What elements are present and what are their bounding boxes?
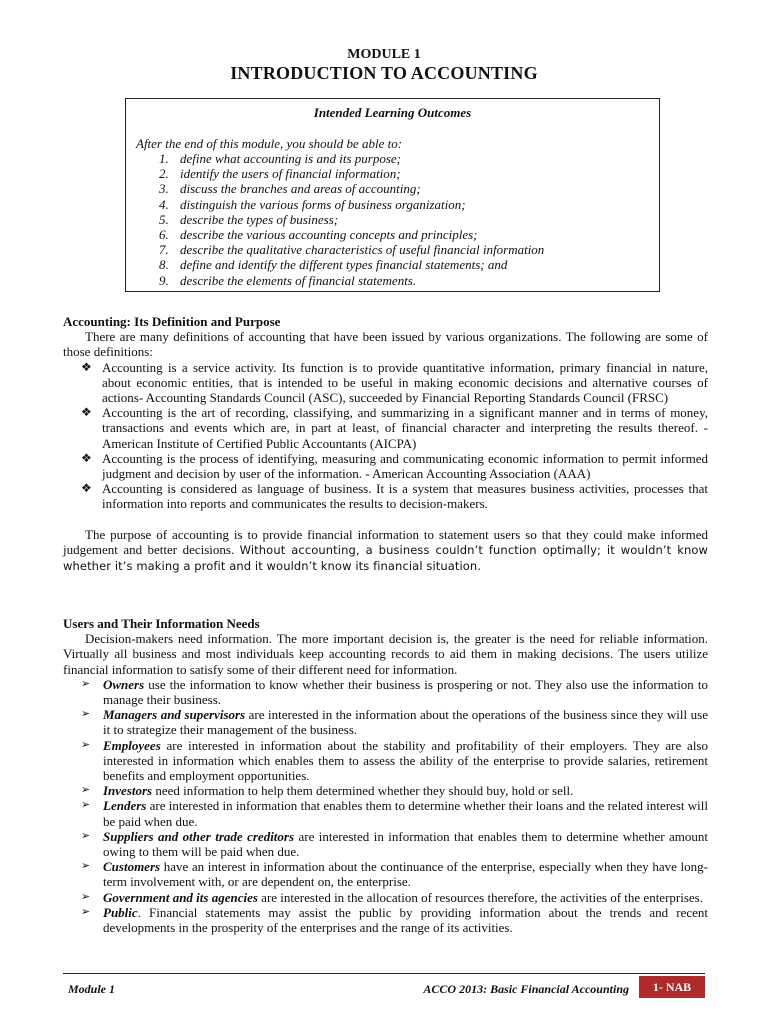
user-description: are interested in the information about the operations of the business since they will use it to strategize their management of the business. <box>103 707 708 738</box>
users-heading: Users and Their Information Needs <box>63 616 260 631</box>
user-term: Owners <box>103 676 145 692</box>
definition-bullet <box>81 360 708 406</box>
user-term: Managers and supervisors <box>103 707 246 723</box>
outcome-number: 6. <box>159 227 169 243</box>
diamond-bullet-icon: ❖ <box>81 450 92 465</box>
user-item <box>81 829 708 859</box>
user-description: are interested in information that enables them to determine whether amount owing to them will be paid when due. <box>103 828 708 860</box>
user-item <box>81 890 708 905</box>
arrow-bullet-icon: ➢ <box>81 905 91 918</box>
outcome-item <box>126 181 544 196</box>
arrow-bullet-icon: ➢ <box>81 860 91 873</box>
user-term: Customers <box>103 859 161 875</box>
definition-section <box>63 314 708 574</box>
outcome-text: distinguish the various forms of business organization; <box>180 196 466 212</box>
user-item <box>81 798 708 828</box>
outcome-item <box>126 257 544 272</box>
user-item <box>81 783 708 798</box>
user-term: Government and its agencies <box>103 889 258 905</box>
arrow-bullet-icon: ➢ <box>81 784 91 797</box>
outcome-number: 8. <box>159 257 169 273</box>
users-list <box>63 677 708 935</box>
user-description: are interested in information that enables them to determine whether their loans and the related interest will be paid when due. <box>103 798 708 829</box>
user-description: . Financial statements may assist the public by providing information about the trends and recent developments in the prosperity of the enterprises and the range of its activities. <box>103 904 708 936</box>
user-term: Public <box>103 904 138 920</box>
arrow-bullet-icon: ➢ <box>81 799 91 812</box>
diamond-bullet-icon: ❖ <box>81 481 92 496</box>
users-intro: Decision-makers need information. The more important decision is, the greater is the need for reliable information. Virtually all business and most individuals keep accounting records to aid them in making decisions. The users utilize financial information to satisfy some of their different need for information. <box>63 631 708 677</box>
arrow-bullet-icon: ➢ <box>81 708 91 721</box>
definition-bullet <box>81 451 708 481</box>
definition-bullet-text: Accounting is considered as language of business. It is a system that measures business activities, processes that information into reports and communicates the results to decision-makers. <box>102 481 708 512</box>
definition-bullet-text: Accounting is the process of identifying, measuring and communicating economic information to permit informed judgment and decision by user of the information. - American Accounting Association (AAA) <box>102 450 708 482</box>
outcomes-list <box>126 151 544 288</box>
footer-module: Module 1 <box>68 982 116 996</box>
outcome-number: 4. <box>159 196 169 212</box>
diamond-bullet-icon: ❖ <box>81 359 92 374</box>
user-item <box>81 859 708 889</box>
user-description: are interested in the allocation of resources therefore, the activities of the enterprises. <box>257 889 703 905</box>
outcomes-intro: After the end of this module, you should be able to: <box>136 136 403 151</box>
page-footer <box>63 973 705 1000</box>
user-term: Suppliers and other trade creditors <box>103 828 295 844</box>
outcome-number: 2. <box>159 166 169 182</box>
definition-bullet-text: Accounting is a service activity. Its function is to provide quantitative information, primary financial in nature, about economic entities, that is intended to be useful in making economic decisions and alternative courses of actions- Accounting Standards Council (ASC), succeeded by Financial Reporting Standards Council (FRSC) <box>102 359 708 406</box>
module-label: MODULE 1 <box>347 47 421 62</box>
definition-bullet-text: Accounting is the art of recording, classifying, and summarizing in a significant manner and in terms of money, transactions and events which are, in part at least, of financial character and interpreting the results thereof. - American Institute of Certified Public Accountants (AICPA) <box>102 405 708 451</box>
footer-course: ACCO 2013: Basic Financial Accounting <box>423 982 629 996</box>
purpose-text: The purpose of accounting is to provide financial information to statement users so that they could make informed judgement and better decisions. <box>63 526 708 557</box>
user-item <box>81 707 708 737</box>
definition-bullet-list <box>63 360 708 512</box>
outcome-item <box>126 166 544 181</box>
user-term: Investors <box>103 783 153 799</box>
outcome-number: 3. <box>159 181 169 197</box>
outcome-number: 5. <box>159 211 169 227</box>
outcome-number: 9. <box>159 272 169 288</box>
outcome-text: define what accounting is and its purpose; <box>180 151 401 166</box>
users-section <box>63 616 708 935</box>
user-item <box>81 905 708 935</box>
user-description: need information to help them determined whether they should buy, hold or sell. <box>152 783 574 799</box>
arrow-bullet-icon: ➢ <box>81 738 91 751</box>
outcome-text: define and identify the different types financial statements; and <box>180 257 508 273</box>
outcome-number: 7. <box>159 242 169 258</box>
outcomes-title: Intended Learning Outcomes <box>313 105 472 120</box>
outcome-text: describe the types of business; <box>180 211 339 227</box>
arrow-bullet-icon: ➢ <box>81 829 91 842</box>
definition-heading: Accounting: Its Definition and Purpose <box>63 314 281 329</box>
purpose-paragraph <box>63 527 708 575</box>
user-item <box>81 677 708 707</box>
outcome-text: identify the users of financial information; <box>180 166 401 182</box>
arrow-bullet-icon: ➢ <box>81 677 91 690</box>
outcome-item <box>126 197 544 212</box>
user-term: Lenders <box>103 798 147 814</box>
page-title: INTRODUCTION TO ACCOUNTING <box>230 63 538 83</box>
outcome-item <box>126 242 544 257</box>
arrow-bullet-icon: ➢ <box>81 890 91 903</box>
outcome-item <box>126 273 544 288</box>
learning-outcomes-box <box>125 98 660 292</box>
outcome-item <box>126 212 544 227</box>
definition-bullet <box>81 481 708 511</box>
outcome-text: describe the various accounting concepts and principles; <box>180 227 478 243</box>
diamond-bullet-icon: ❖ <box>81 405 92 420</box>
outcome-text: describe the qualitative characteristics of useful financial information <box>180 242 545 258</box>
purpose-handwritten-text: Without accounting, a business couldn’t function optimally; it wouldn’t know whether it’s making a profit and it wouldn’t know its financial situation. <box>63 542 709 574</box>
page-number-badge: 1- NAB <box>639 976 705 998</box>
outcome-item <box>126 151 544 166</box>
user-description: have an interest in information about the continuance of the enterprise, especially when they have long-term involvement with, or are dependent on, the enterprise. <box>103 859 708 890</box>
definition-bullet <box>81 405 708 451</box>
outcome-text: describe the elements of financial statements. <box>180 272 417 288</box>
user-item <box>81 738 708 784</box>
outcome-text: discuss the branches and areas of accounting; <box>180 181 421 197</box>
user-description: are interested in information about the stability and profitability of their employers. They are also interested in information which enables them to assess the ability of the enterprise to provide salaries, retirement benefits and employment opportunities. <box>103 737 708 784</box>
outcome-item <box>126 227 544 242</box>
user-description: use the information to know whether their business is prospering or not. They also use the information to manage their business. <box>103 676 708 708</box>
definition-intro: There are many definitions of accounting that have been issued by various organizations. The following are some of those definitions: <box>63 329 708 360</box>
user-term: Employees <box>103 737 161 753</box>
outcome-number: 1. <box>159 151 169 166</box>
